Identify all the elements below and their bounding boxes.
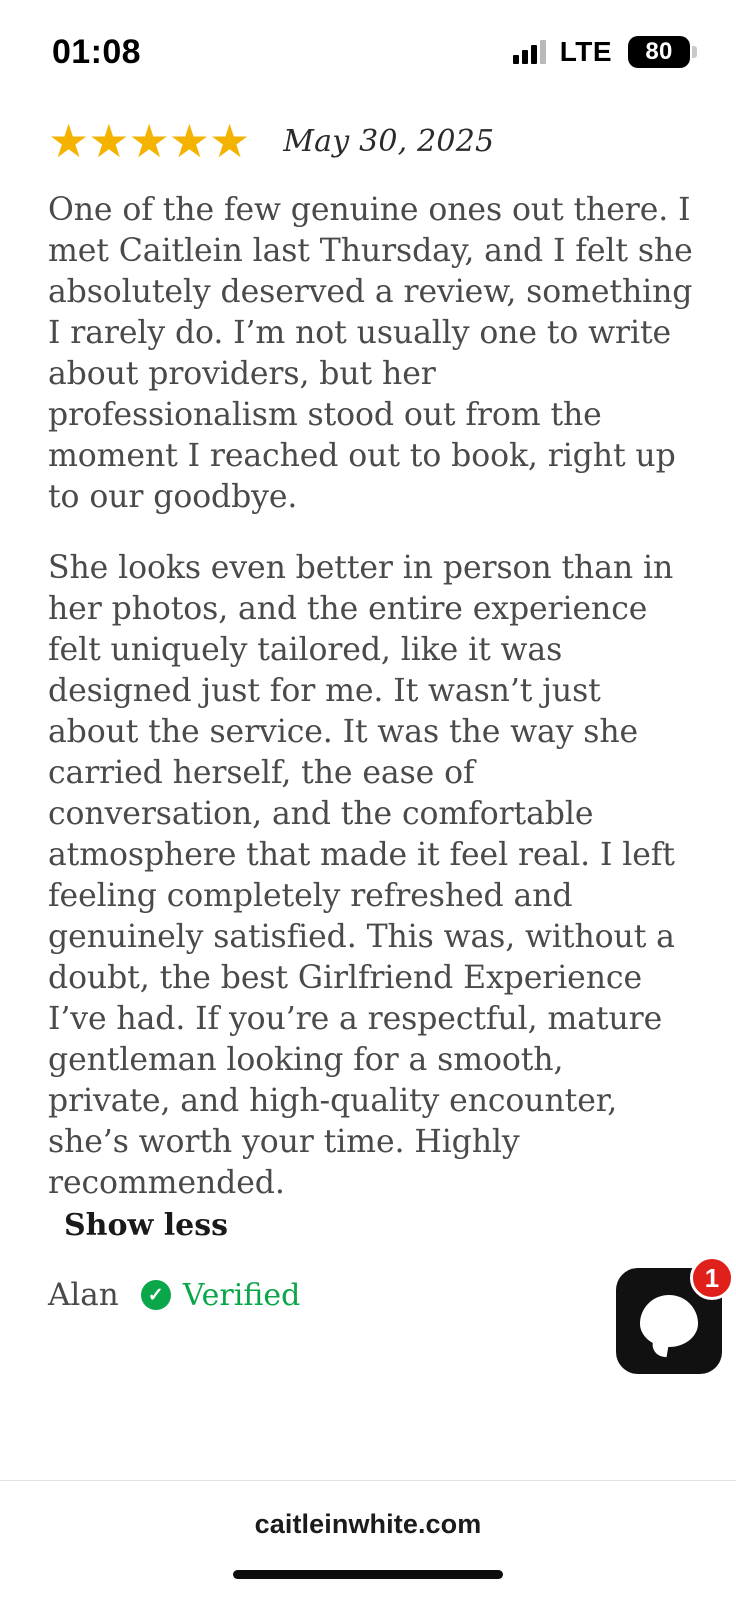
show-less-button[interactable]: Show less bbox=[64, 1208, 229, 1243]
check-circle-icon: ✓ bbox=[141, 1280, 171, 1310]
reviewer-row bbox=[48, 1277, 694, 1313]
chat-unread-badge: 1 bbox=[690, 1256, 734, 1300]
status-bar bbox=[0, 0, 736, 104]
home-indicator[interactable] bbox=[233, 1570, 503, 1579]
address-bar-url[interactable]: caitleinwhite.com bbox=[254, 1509, 482, 1539]
review-paragraph: One of the few genuine ones out there. I met Caitlein last Thursday, and I felt she absolutely deserved a review, something I rarely do. I’m not usually one to write about providers, but her professionalism stood out from the moment I reached out to book, right up to our goodbye. bbox=[48, 192, 693, 515]
verified-label: Verified bbox=[182, 1277, 301, 1313]
chat-widget-button[interactable] bbox=[616, 1262, 722, 1374]
battery-icon bbox=[628, 36, 690, 68]
page-content bbox=[0, 104, 736, 1480]
browser-bottom-bar bbox=[0, 1480, 736, 1600]
network-type-label: LTE bbox=[559, 36, 612, 67]
review-card bbox=[0, 104, 736, 1313]
battery-level-label: 80 bbox=[645, 38, 673, 65]
status-bar-indicators bbox=[513, 36, 690, 68]
cellular-signal-icon bbox=[513, 40, 546, 64]
review-date: May 30, 2025 bbox=[283, 123, 495, 159]
verified-badge-group bbox=[141, 1278, 301, 1313]
review-header bbox=[48, 104, 694, 167]
review-paragraph: She looks even better in person than in her photos, and the entire experience felt uniquely tailored, like it was designed just for me. It wasn’t just about the service. It was the way she carried herself, the ease of conversation, and the comfortable atmosphere that made it feel real. I left feeling completely refreshed and genuinely satisfied. This was, without a doubt, the best Girlfriend Experience I’ve had. If you’re a respectful, mature gentleman looking for a smooth, private, and high-quality encounter, she’s worth your time. Highly recommended. bbox=[48, 550, 675, 1201]
review-text bbox=[48, 190, 694, 1204]
status-bar-time: 01:08 bbox=[52, 32, 141, 71]
star-rating-icon: ★★★★★ bbox=[48, 115, 250, 167]
reviewer-name: Alan bbox=[48, 1277, 119, 1313]
battery-cap bbox=[692, 46, 697, 58]
chat-bubble-icon bbox=[640, 1295, 698, 1347]
